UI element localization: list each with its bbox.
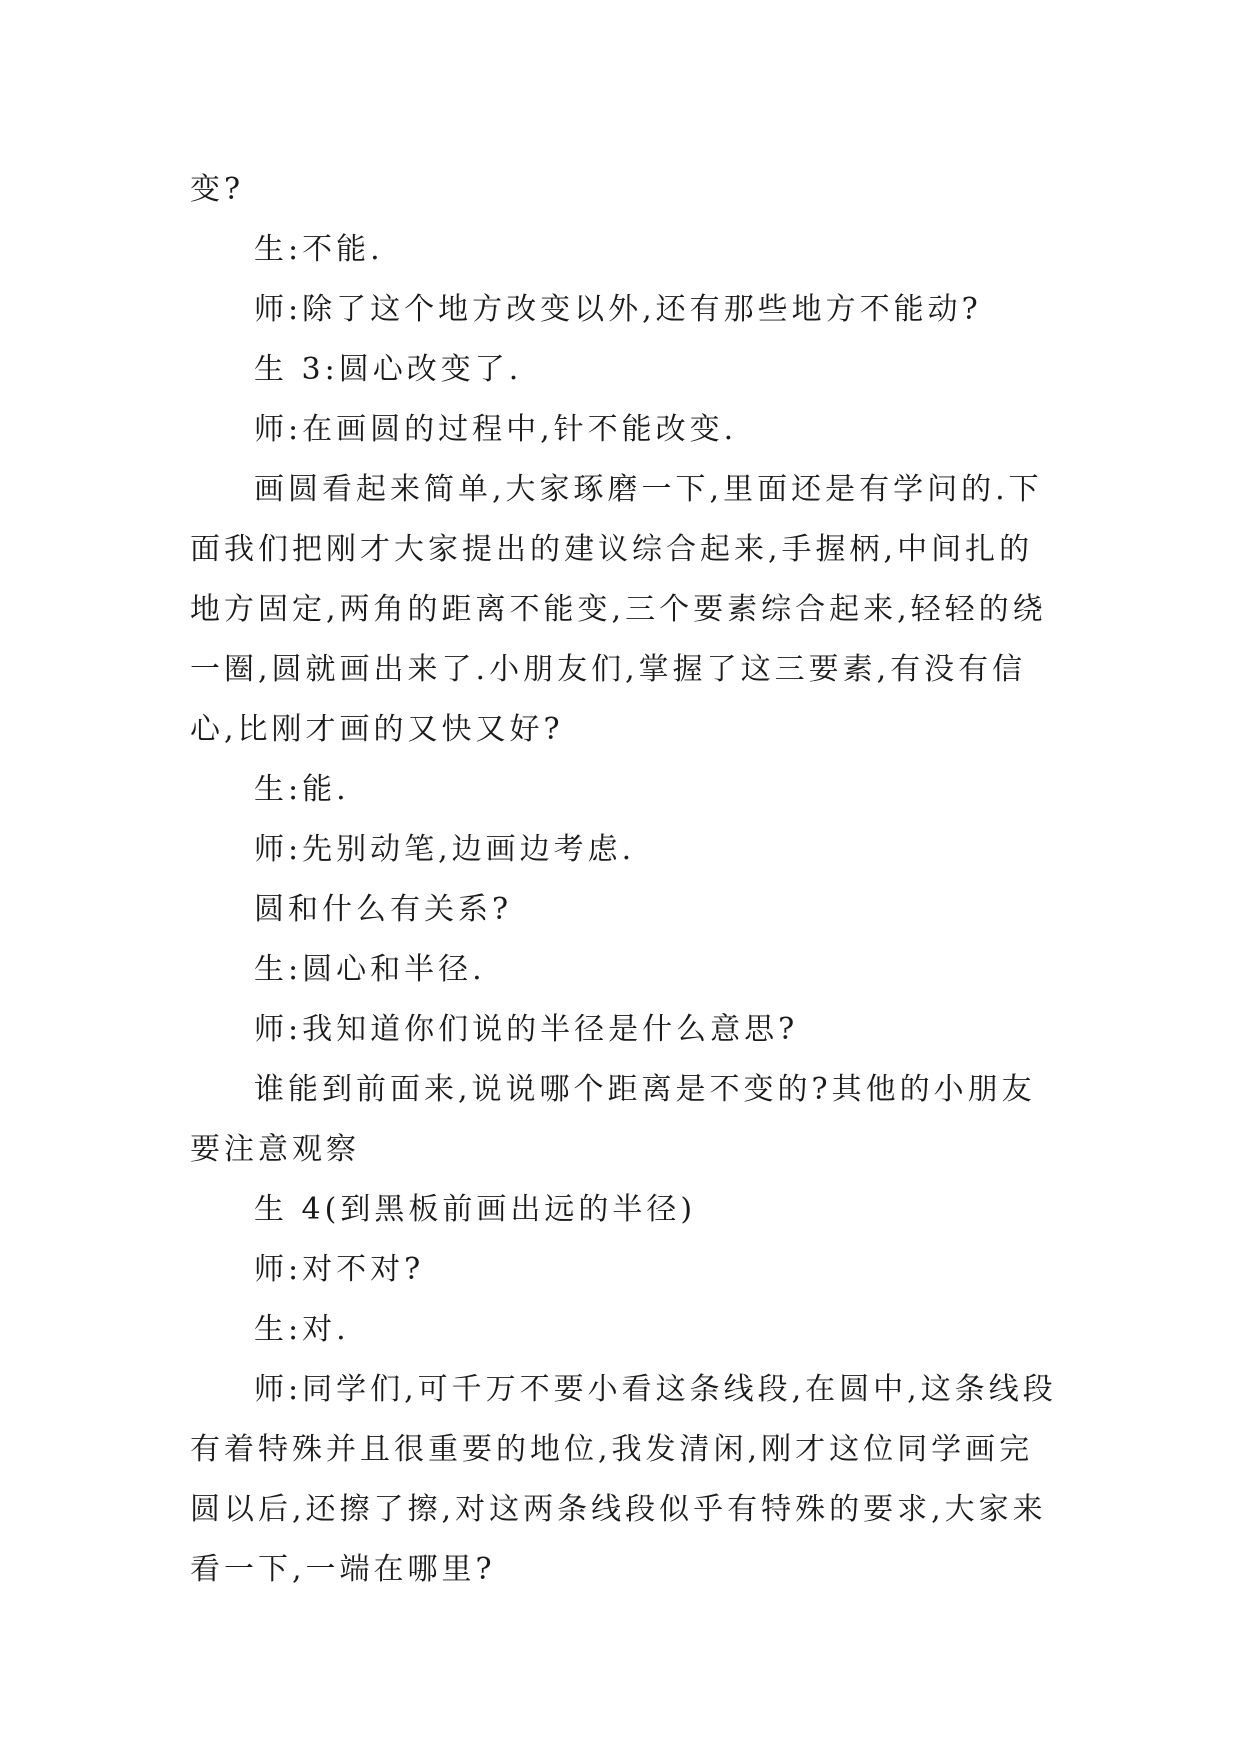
paragraph-student-center-radius: 生:圆心和半径. — [254, 952, 486, 987]
paragraph-continuation: 变? — [190, 172, 245, 207]
paragraph-teacher-question: 师:除了这个地方改变以外,还有那些地方不能动? — [254, 292, 982, 327]
paragraph-student-correct: 生:对. — [254, 1312, 350, 1347]
paragraph-student-4: 生 4(到黑板前画出远的半径) — [254, 1192, 697, 1227]
paragraph-student-3: 生 3:圆心改变了. — [254, 352, 523, 387]
paragraph-narration-drawing: 画圆看起来简单,大家琢磨一下,里面还是有学问的.下面我们把刚才大家提出的建议综合起来,手握柄,中间扎的地方固定,两角的距离不能变,三个要素综合起来,轻轻的绕一圈,圆就画出来了.小朋友们,掌握了这三要素,有没有信心,比刚才画的又快又好? — [190, 472, 1047, 747]
paragraph-teacher-correct: 师:对不对? — [254, 1252, 425, 1287]
paragraph-teacher-segment: 师:同学们,可千万不要小看这条线段,在圆中,这条线段有着特殊并且很重要的地位,我发清闲,刚才这位同学画完圆以后,还擦了擦,对这两条线段似乎有特殊的要求,大家来看一下,一端在哪里? — [190, 1372, 1057, 1587]
paragraph-question-distance: 谁能到前面来,说说哪个距离是不变的?其他的小朋友要注意观察 — [190, 1072, 1036, 1167]
paragraph-teacher-radius-meaning: 师:我知道你们说的半径是什么意思? — [254, 1012, 799, 1047]
paragraph-teacher-needle: 师:在画圆的过程中,针不能改变. — [254, 412, 738, 447]
paragraph-student-yes: 生:能. — [254, 772, 350, 807]
paragraph-question-relation: 圆和什么有关系? — [254, 892, 513, 927]
document-body — [190, 160, 1060, 1600]
paragraph-student-reply: 生:不能. — [254, 232, 384, 267]
paragraph-teacher-think: 师:先别动笔,边画边考虑. — [254, 832, 636, 867]
